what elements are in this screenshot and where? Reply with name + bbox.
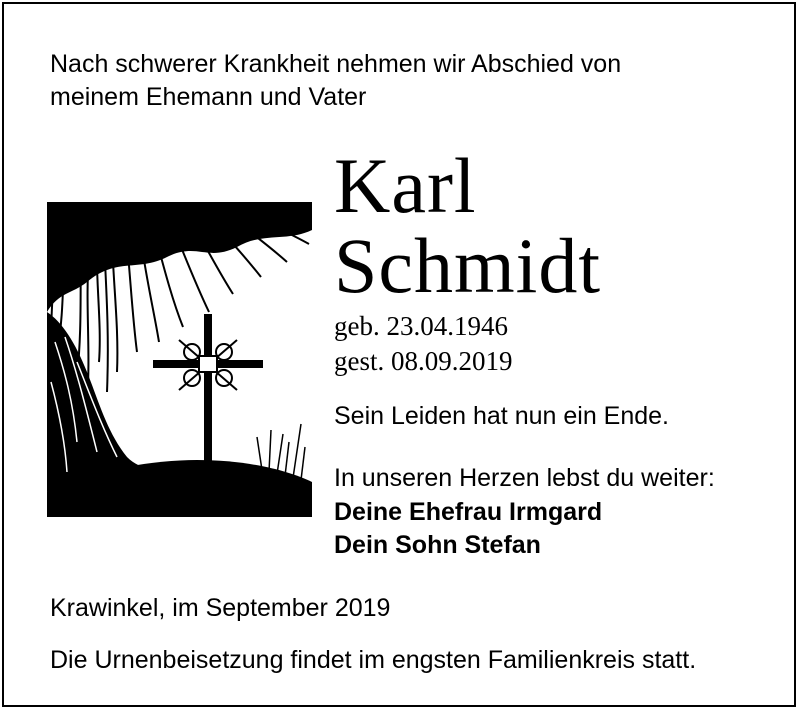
intro-line-1: Nach schwerer Krankheit nehmen wir Abschied von — [50, 50, 622, 78]
tree-with-cross-icon — [47, 202, 312, 517]
intro-text — [50, 48, 621, 114]
notice-frame — [2, 2, 796, 707]
mourner-son: Dein Sohn Stefan — [334, 531, 541, 559]
deceased-last-name: Schmidt — [334, 222, 602, 309]
mourner-wife: Deine Ehefrau Irmgard — [334, 498, 603, 526]
hearts-line: In unseren Herzen lebst du weiter: — [334, 464, 715, 492]
mourners-list — [334, 496, 602, 562]
birth-date: geb. 23.04.1946 — [334, 311, 508, 341]
deceased-first-name: Karl — [334, 142, 477, 229]
life-dates — [334, 309, 513, 379]
place-date: Krawinkel, im September 2019 — [50, 594, 391, 622]
farewell-line: Sein Leiden hat nun ein Ende. — [334, 402, 669, 430]
death-date: gest. 08.09.2019 — [334, 346, 513, 376]
burial-note: Die Urnenbeisetzung findet im engsten Familienkreis statt. — [50, 646, 697, 674]
intro-line-2: meinem Ehemann und Vater — [50, 83, 367, 111]
